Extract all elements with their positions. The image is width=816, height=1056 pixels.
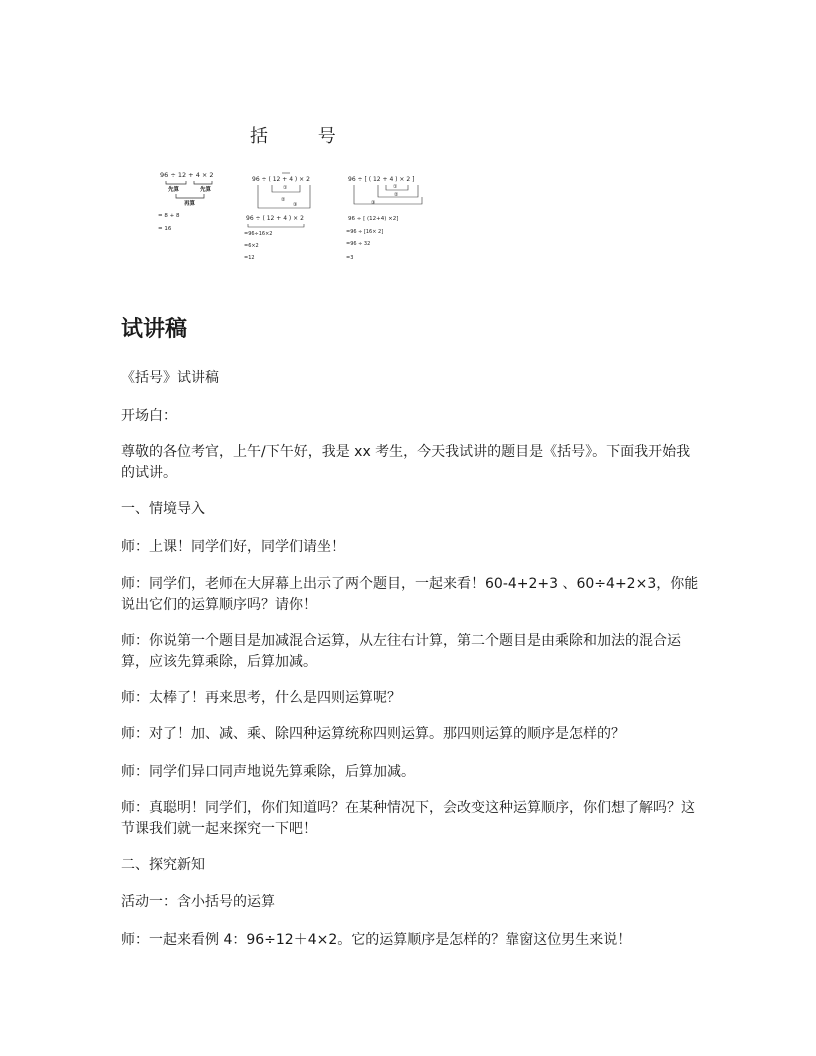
figure-3-expression: 96 ÷ [ ( 12 + 4 ) × 2 ] bbox=[348, 176, 415, 183]
figure-2-step-1: =96÷16×2 bbox=[244, 231, 273, 237]
paragraph-opening-label: 开场白： bbox=[121, 408, 177, 424]
figure-1-step-2: = 16 bbox=[158, 226, 172, 232]
figure-3-diagram bbox=[346, 168, 436, 264]
figure-3-marker-1: ① bbox=[393, 184, 398, 190]
figure-1-expression: 96 ÷ 12 + 4 × 2 bbox=[160, 171, 214, 179]
paragraph-student-answer: 师：你说第一个题目是加减混合运算，从左往右计算，第二个题目是由乘除和加法的混合运算，应该先算乘除，后算加减。 bbox=[121, 633, 681, 670]
paragraph-four-operations-definition: 师：对了！加、减、乘、除四种运算统称四则运算。那四则运算的顺序是怎样的？ bbox=[121, 726, 625, 742]
paragraph-two-problems: 师：同学们，老师在大屏幕上出示了两个题目，一起来看！60-4+2+3 、60÷4+2×3，你能说出它们的运算顺序吗？请你！ bbox=[121, 576, 699, 613]
paragraph-introduce-topic: 师：真聪明！同学们，你们知道吗？在某种情况下，会改变这种运算顺序，你们想了解吗？这节课我们就一起来探究一下吧！ bbox=[121, 800, 695, 837]
paragraph-doc-title: 《括号》试讲稿 bbox=[121, 370, 219, 386]
paragraph-example-four: 师：一起来看例 4：96÷12＋4×2。它的运算顺序是怎样的？靠窗这位男生来说！ bbox=[121, 932, 632, 948]
figure-3-expression-repeat: 96 ÷ [ (12+4) ×2] bbox=[348, 216, 399, 222]
paragraph-section-one: 一、情境导入 bbox=[121, 501, 205, 517]
figure-order-no-parentheses bbox=[158, 168, 238, 238]
document-title: 括 号 bbox=[250, 126, 358, 147]
figure-3-step-1: =96 ÷ [16× 2] bbox=[346, 229, 384, 235]
figure-3-marker-3: ③ bbox=[371, 200, 376, 206]
figure-1-label-right: 先算 bbox=[200, 187, 212, 193]
figure-1-label-bottom: 再算 bbox=[184, 201, 196, 207]
figure-2-step-2: =6×2 bbox=[244, 243, 259, 249]
figure-order-brackets bbox=[346, 168, 436, 264]
paragraph-class-start: 师：上课！同学们好，同学们请坐！ bbox=[121, 539, 345, 555]
figure-3-step-3: =3 bbox=[346, 255, 354, 261]
figure-1-step-1: = 8 + 8 bbox=[158, 213, 180, 219]
figure-1-diagram bbox=[158, 168, 238, 238]
figure-2-marker-2: ② bbox=[281, 197, 286, 203]
paragraph-class-response: 师：同学们异口同声地说先算乘除，后算加减。 bbox=[121, 764, 415, 780]
figure-2-diagram bbox=[244, 168, 334, 264]
figure-2-marker-1: ① bbox=[283, 185, 288, 191]
figure-3-step-2: =96 ÷ 32 bbox=[346, 241, 371, 247]
figure-2-expression-repeat: 96 ÷ ( 12 + 4 ) × 2 bbox=[246, 215, 304, 222]
section-heading: 试讲稿 bbox=[121, 317, 188, 342]
figure-order-parentheses bbox=[244, 168, 334, 264]
figure-3-marker-2: ② bbox=[394, 192, 399, 198]
paragraph-activity-one: 活动一：含小括号的运算 bbox=[121, 894, 275, 910]
paragraph-greeting: 尊敬的各位考官，上午/下午好，我是 xx 考生，今天我试讲的题目是《括号》。下面我开始我的试讲。 bbox=[121, 444, 691, 481]
paragraph-section-two: 二、探究新知 bbox=[121, 857, 205, 873]
figure-2-expression: 96 ÷ ( 12 + 4 ) × 2 bbox=[252, 176, 310, 183]
figure-1-label-left: 先算 bbox=[168, 187, 180, 193]
figure-2-step-3: =12 bbox=[244, 255, 255, 261]
figure-2-marker-3: ③ bbox=[293, 202, 298, 208]
paragraph-four-operations-question: 师：太棒了！再来思考，什么是四则运算呢？ bbox=[121, 690, 401, 706]
